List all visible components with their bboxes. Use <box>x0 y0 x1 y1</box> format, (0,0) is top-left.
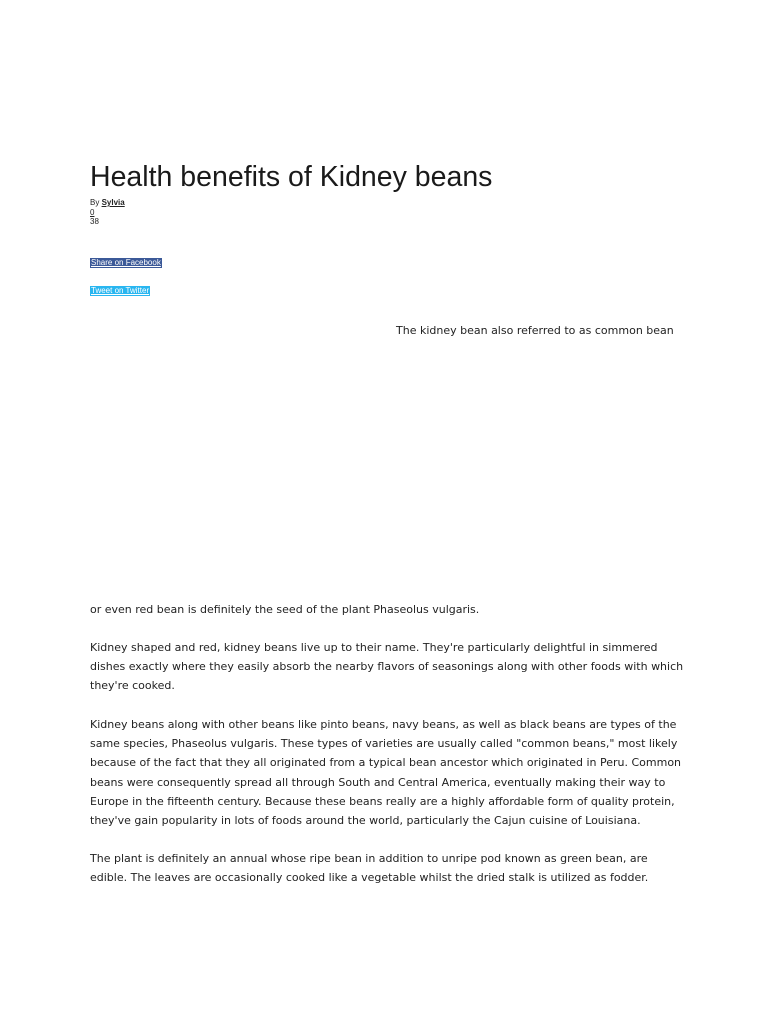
share-twitter-link[interactable]: Tweet on Twitter <box>91 286 150 295</box>
article-paragraph: Kidney beans along with other beans like pinto beans, navy beans, as well as black beans are types of the same species, Phaseolus vulgaris. These types of varieties are usually called "common beans," most likely because of the fact that they all originated from a typical bean ancestor which originated in Peru. Common beans were consequently spread all through South and Central America, eventually making their way to Europe in the fifteenth century. Because these beans really are a highly affordable form of quality protein, they've gain popularity in lots of foods around the world, particularly the Cajun cuisine of Louisiana. <box>90 718 682 828</box>
comments-count-link[interactable]: 0 <box>90 208 95 217</box>
byline-prefix: By <box>90 198 102 207</box>
article-paragraph: The plant is definitely an annual whose ripe bean in addition to unripe pod known as green bean, are edible. The leaves are occasionally cooked like a vegetable whilst the dried stalk is utilized as fodder. <box>90 852 649 885</box>
page-title: Health benefits of Kidney beans <box>90 161 493 193</box>
article-paragraph: or even red bean is definitely the seed of the plant Phaseolus vulgaris. <box>90 603 480 616</box>
views-count: 38 <box>90 217 99 226</box>
byline <box>90 198 125 208</box>
image-caption: The kidney bean also referred to as common bean <box>396 324 674 337</box>
author-link[interactable]: Sylvia <box>101 198 125 207</box>
article-paragraph: Kidney shaped and red, kidney beans live up to their name. They're particularly delightful in simmered dishes exactly where they easily absorb the nearby flavors of seasonings along with other foods with which they're cooked. <box>90 641 684 693</box>
share-facebook-link[interactable]: Share on Facebook <box>91 258 161 267</box>
